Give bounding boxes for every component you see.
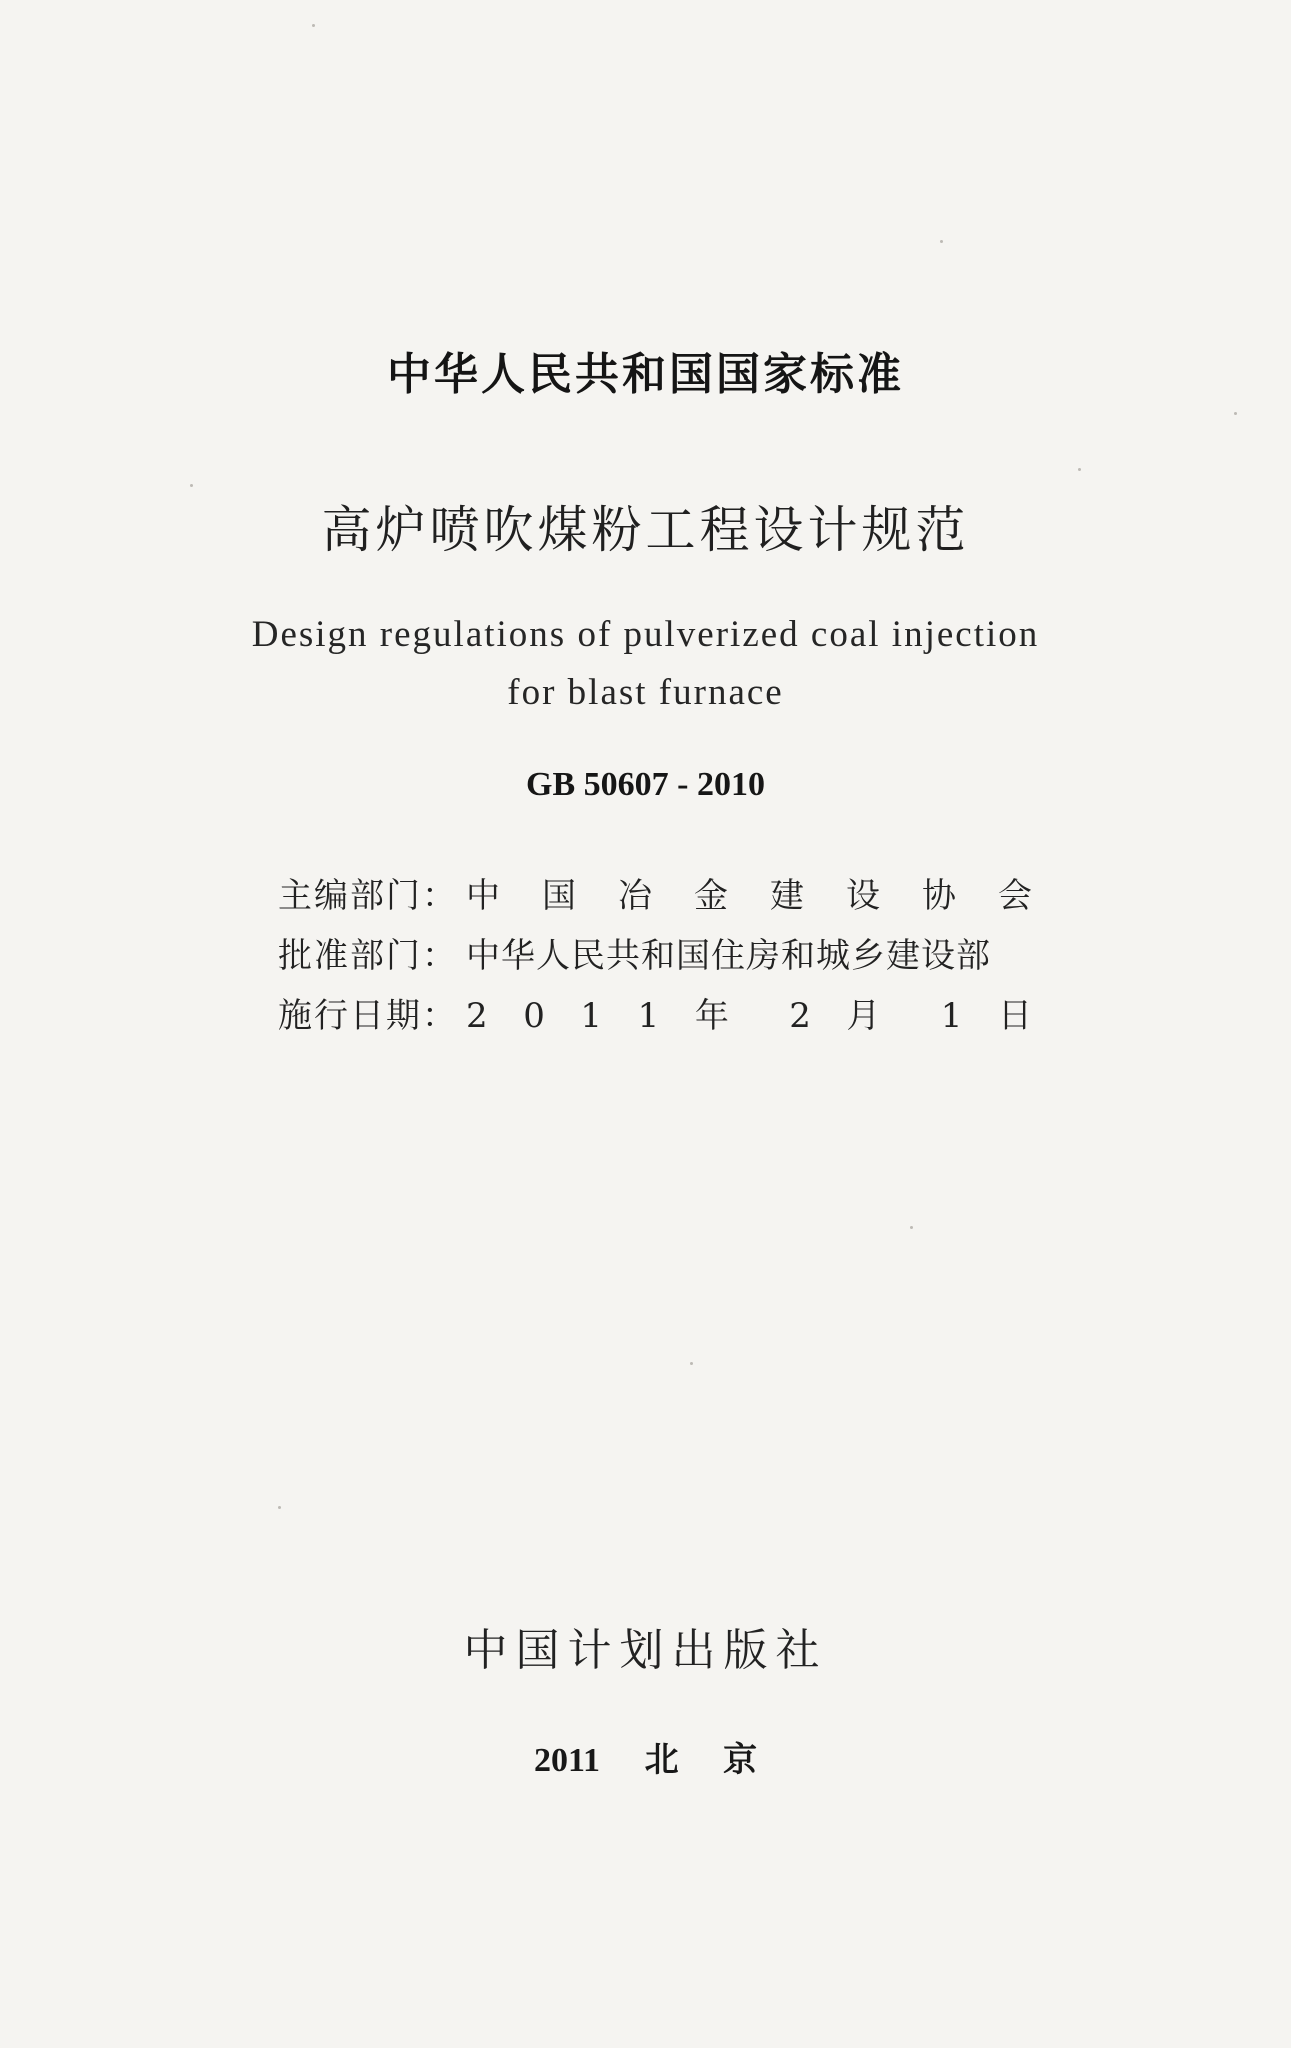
- meta-label-approver: 批准部门：: [278, 935, 458, 976]
- meta-value-approver: 中华人民共和国住房和城乡建设部: [466, 935, 991, 976]
- publisher-name: 中国计划出版社: [463, 1625, 828, 1676]
- meta-row-approver: [278, 928, 1032, 976]
- paper-speck: [312, 24, 315, 27]
- imprint-year: 2011: [533, 1742, 601, 1779]
- document-title-english: [0, 606, 1291, 722]
- title-english-line-1: Design regulations of pulverized coal injection: [251, 614, 1040, 655]
- meta-value-effective-date: 2 0 1 1 年 2 月 1 日: [466, 995, 1032, 1036]
- imprint-line: [0, 1732, 1291, 1781]
- title-english-line-2: for blast furnace: [507, 672, 784, 713]
- paper-speck: [278, 1506, 281, 1509]
- meta-label-editor: 主编部门：: [278, 875, 458, 916]
- meta-row-editor: [278, 868, 1032, 916]
- meta-row-effective-date: [278, 988, 1032, 1036]
- paper-speck: [190, 484, 193, 487]
- paper-speck: [940, 240, 943, 243]
- paper-speck: [690, 1362, 693, 1365]
- meta-value-editor: 中 国 冶 金 建 设 协 会: [466, 875, 1032, 916]
- meta-label-effective-date: 施行日期：: [278, 995, 458, 1036]
- imprint-city-char-1: 北: [644, 1742, 679, 1779]
- paper-speck: [1078, 468, 1081, 471]
- paper-speck: [1234, 412, 1237, 415]
- standard-series-heading: 中华人民共和国国家标准: [387, 349, 904, 400]
- document-title-chinese: 高炉喷吹煤粉工程设计规范: [321, 501, 970, 559]
- paper-speck: [910, 1226, 913, 1229]
- imprint-city-char-2: 京: [723, 1742, 758, 1779]
- standard-code: GB 50607 - 2010: [526, 766, 765, 803]
